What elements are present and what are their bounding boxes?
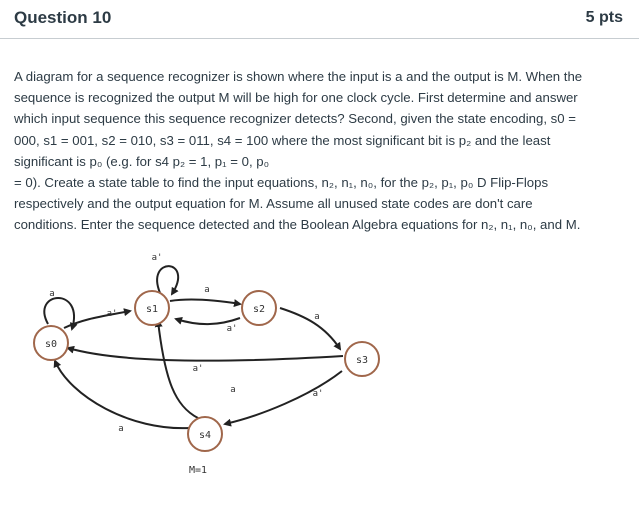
question-points: 5 pts — [585, 9, 623, 26]
edge-s2-s3 — [280, 308, 340, 349]
state-diagram — [0, 246, 639, 502]
edge-s0-self — [44, 298, 74, 329]
question-line: A diagram for a sequence recognizer is shown where the input is a and the output is M. When the — [14, 69, 583, 84]
edge-label-s1-self: a' — [151, 253, 163, 263]
question-line: sequence is recognized the output M will be high for one clock cycle. First determine and answer — [14, 90, 578, 106]
edge-s3-s0 — [68, 348, 343, 361]
edge-label-s4-s1: a' — [192, 364, 204, 374]
question-line: which input sequence this sequence recognizer detects? Second, given the state encoding, s0 = — [14, 111, 576, 127]
edge-label-s0-self: a — [49, 289, 55, 299]
state-diagram-svg — [0, 246, 639, 502]
question-title: Question 10 — [14, 8, 112, 27]
question-header — [0, 0, 639, 39]
state-label-s3: s3 — [355, 355, 369, 366]
question-text — [14, 66, 624, 236]
question-line: = 0). Create a state table to find the input equations, n₂, n₁, n₀, for the p₂, p₁, p₀ D Flip-Flops — [14, 175, 549, 191]
state-label-s0: s0 — [44, 339, 58, 350]
edge-label-s3-s0: a' — [312, 389, 324, 399]
state-label-s4: s4 — [198, 430, 212, 441]
edge-label-s2-s3: a — [314, 312, 320, 322]
edge-label-s1-s2: a — [204, 285, 210, 295]
question-line: 000, s1 = 001, s2 = 010, s3 = 011, s4 = 100 where the most significant bit is p₂ and the least — [14, 132, 551, 148]
edge-label-s4-s0: a — [118, 424, 124, 434]
question-line: respectively and the output equation for M. Assume all unused state codes are don't care — [14, 196, 533, 212]
question-line: significant is p₀ (e.g. for s4 p₂ = 1, p₁ = 0, p₀ — [14, 153, 270, 169]
edge-label-s2-s1: a' — [226, 324, 238, 334]
state-label-s1: s1 — [145, 304, 159, 315]
edge-s4-s0 — [55, 361, 190, 428]
edge-label-s3-s4: a — [230, 385, 236, 395]
state-label-s2: s2 — [252, 304, 266, 315]
edge-s3-s4 — [225, 371, 342, 424]
question-line: conditions. Enter the sequence detected and the Boolean Algebra equations for n₂, n₁, n₀, and M. — [14, 217, 581, 233]
edge-s1-s2 — [170, 300, 240, 304]
output-label: M=1 — [188, 465, 208, 476]
edge-label-s0-s1: a' — [106, 309, 118, 319]
edge-s1-self — [157, 266, 178, 294]
